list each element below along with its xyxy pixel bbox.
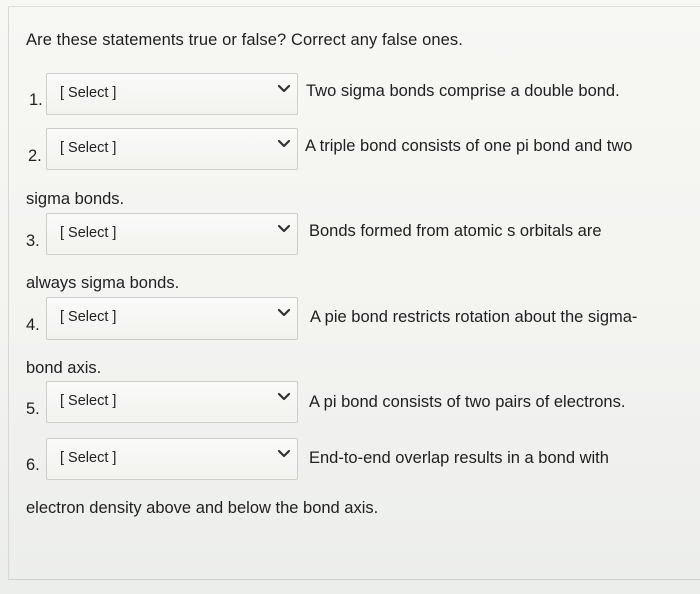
answer-select-1[interactable] (46, 73, 298, 115)
statement-5: A pi bond consists of two pairs of electrons. (309, 393, 626, 411)
answer-select-6[interactable] (46, 438, 298, 480)
select-value-4: [ Select ] (60, 309, 117, 325)
statement-4: A pie bond restricts rotation about the sigma- (310, 308, 638, 326)
statement-1: Two sigma bonds comprise a double bond. (306, 82, 620, 100)
chevron-down-icon (277, 224, 291, 234)
item-number-3: 3. (26, 232, 40, 250)
statement-2: A triple bond consists of one pi bond and two (305, 137, 633, 155)
answer-select-2[interactable] (46, 128, 298, 170)
chevron-down-icon (277, 139, 291, 149)
chevron-down-icon (277, 84, 291, 94)
statement-3-continuation: always sigma bonds. (26, 274, 180, 292)
select-value-5: [ Select ] (60, 393, 117, 409)
statement-4-continuation: bond axis. (26, 359, 102, 377)
question-text: Are these statements true or false? Correct any false ones. (26, 31, 463, 49)
item-number-2: 2. (28, 147, 42, 165)
item-number-4: 4. (26, 316, 40, 334)
select-value-6: [ Select ] (60, 450, 117, 466)
item-number-1: 1. (29, 91, 43, 109)
answer-select-4[interactable] (46, 297, 298, 340)
answer-select-3[interactable] (46, 213, 298, 255)
statement-6: End-to-end overlap results in a bond with (309, 449, 609, 467)
select-value-1: [ Select ] (60, 85, 117, 101)
select-value-2: [ Select ] (60, 140, 117, 156)
chevron-down-icon (277, 392, 291, 402)
statement-2-continuation: sigma bonds. (26, 190, 125, 208)
item-number-6: 6. (26, 456, 40, 474)
answer-select-5[interactable] (46, 381, 298, 423)
select-value-3: [ Select ] (60, 225, 117, 241)
statement-6-continuation: electron density above and below the bond axis. (26, 499, 379, 517)
chevron-down-icon (277, 449, 291, 459)
statement-3: Bonds formed from atomic s orbitals are (309, 222, 602, 240)
item-number-5: 5. (26, 400, 40, 418)
chevron-down-icon (277, 308, 291, 318)
